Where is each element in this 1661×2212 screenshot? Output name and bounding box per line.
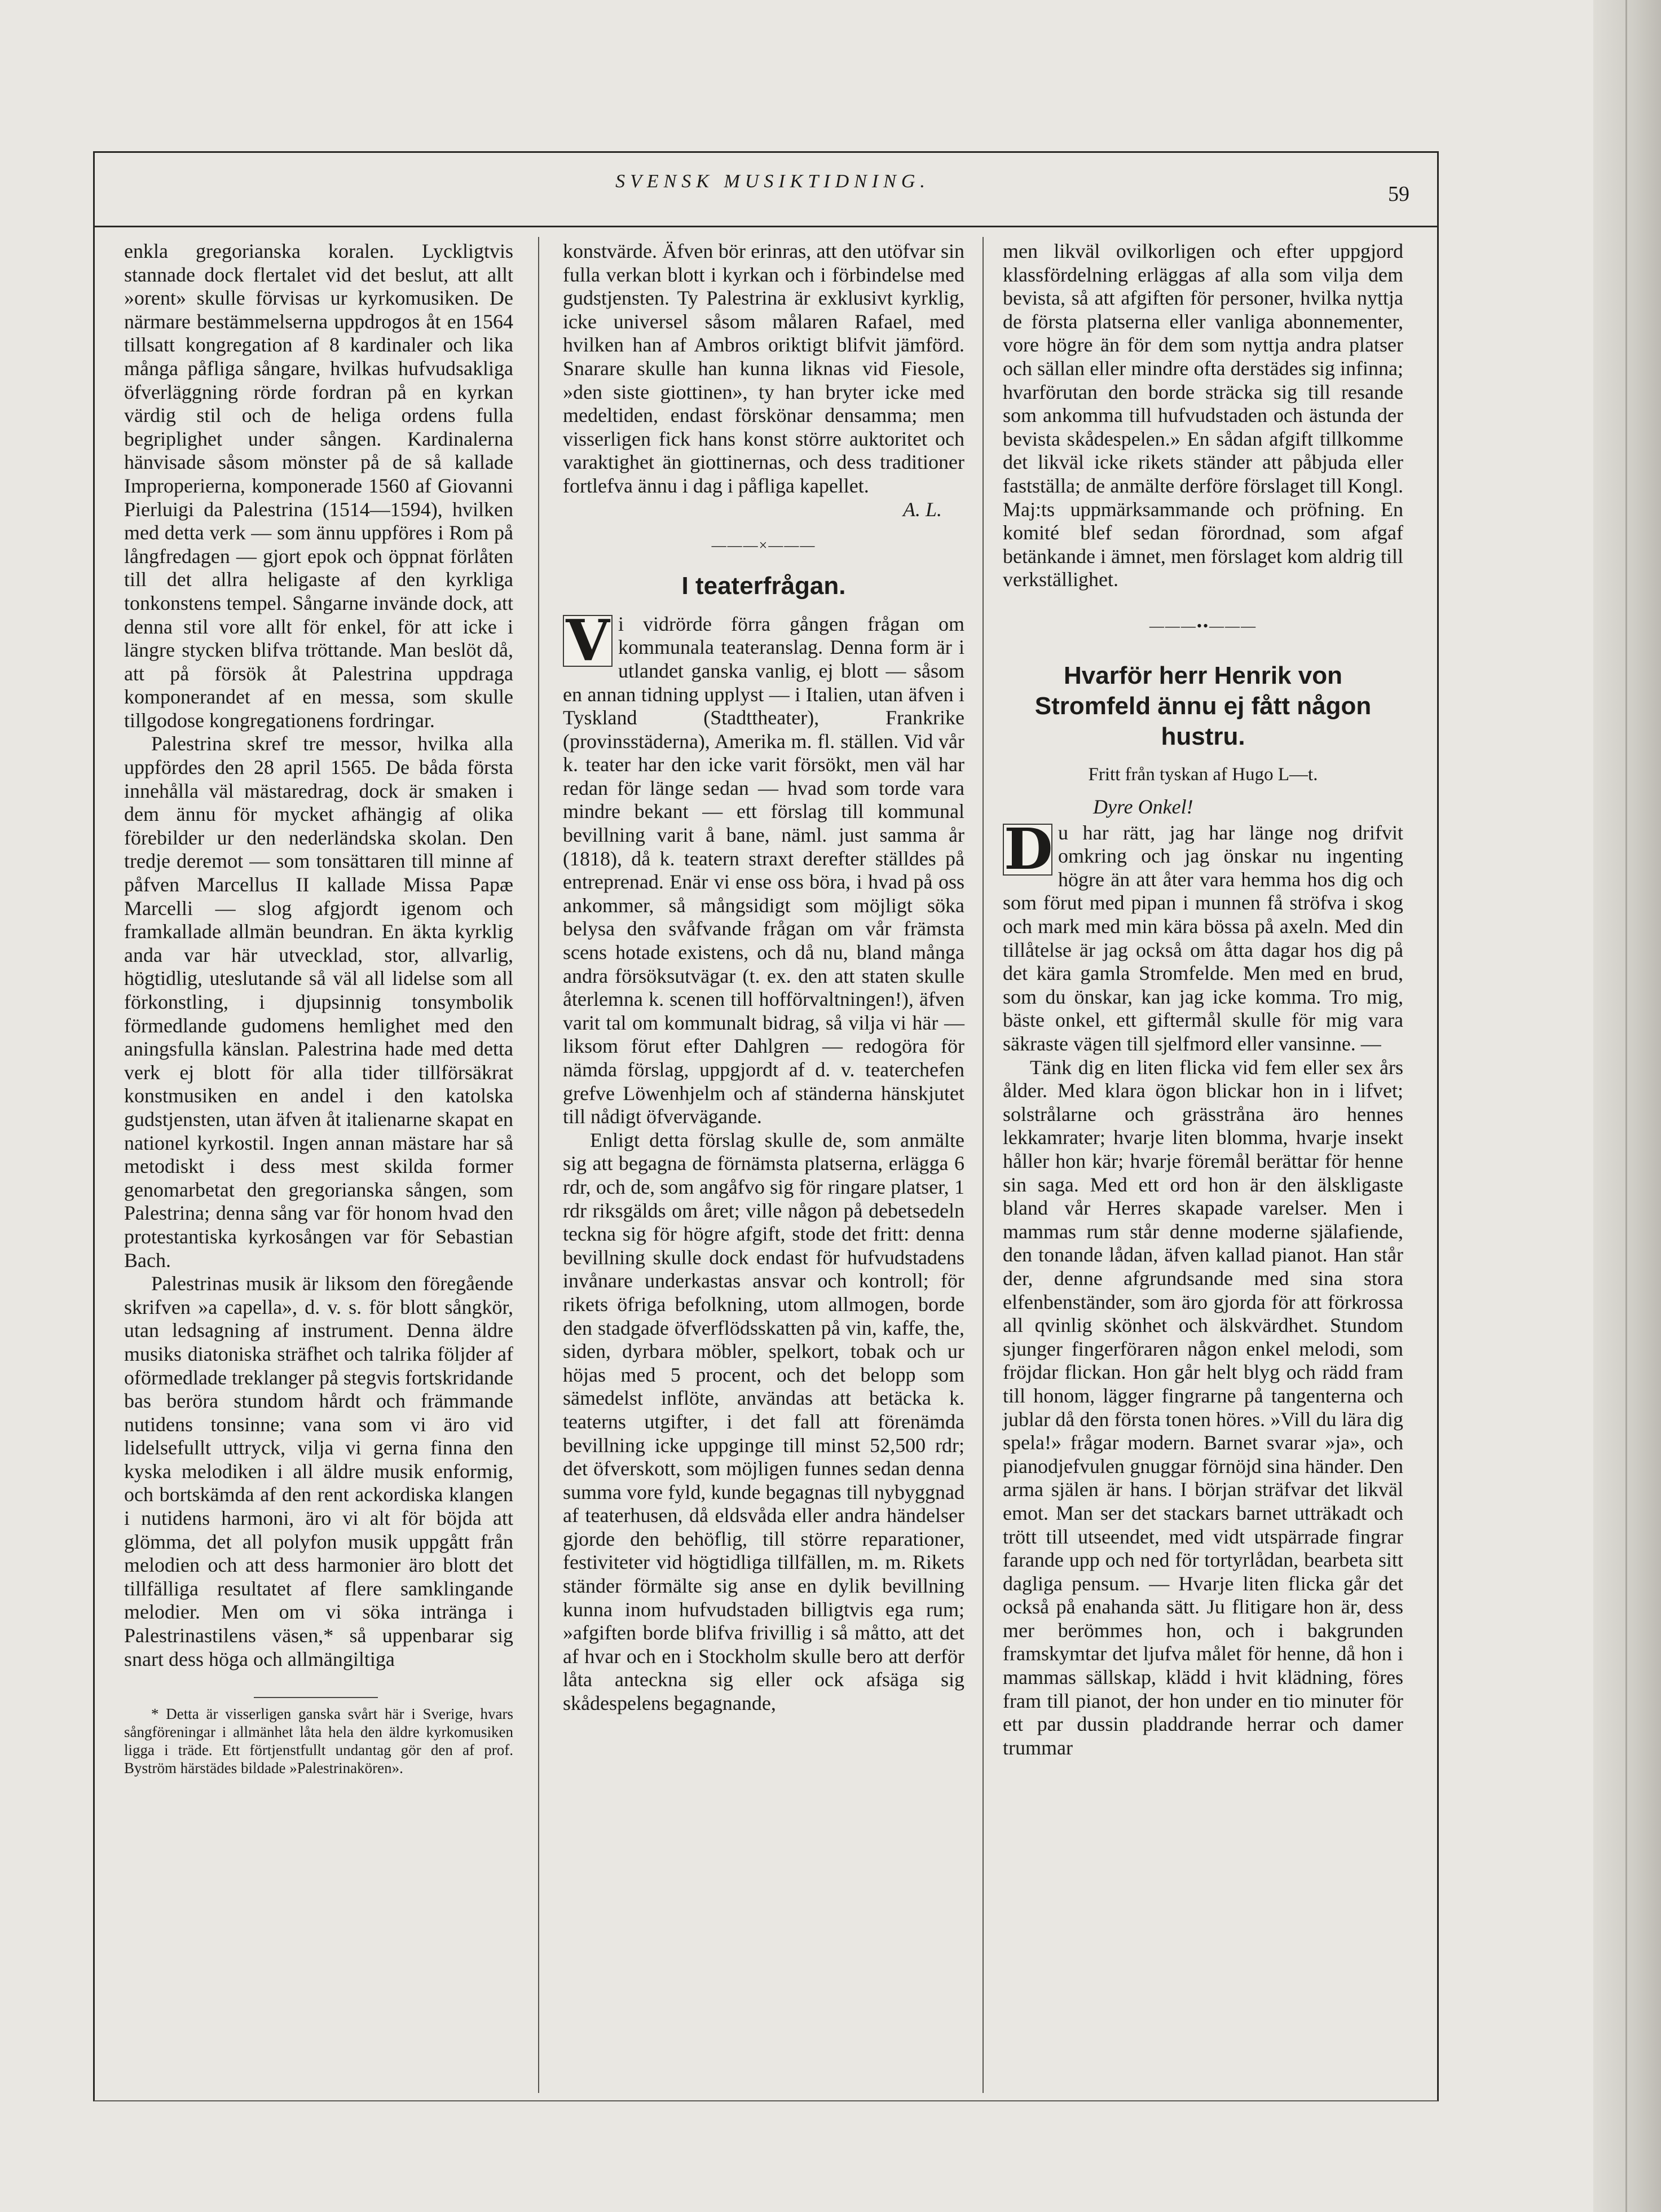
page-edge-shadow: [1593, 0, 1661, 2212]
section-heading: Hvarför herr Henrik von Stromfeld ännu ej fått någon hustru.: [1034, 661, 1372, 750]
footnote: * Detta är visserligen ganska svårt här i Sverige, hvars sångföreningar i allmänhet låta hela den äldre kyrkomusiken ligga i träde. Ett förtjenstfullt undantag gör den af prof. Byström härstädes bildade »Palestrinakören».: [124, 1705, 513, 1777]
column-rule-1: [538, 237, 539, 2093]
author-signature: A. L.: [902, 498, 942, 521]
paragraph: Enligt detta förslag skulle de, som anmälte sig att begagna de förnämsta platserna, erlägga 6 rdr, och de, som angåfvo sig för ringare platser, 1 rdr riksgälds om året; ville någon på debetsedeln teckna sig för högre afgift, stode det fritt: denna bevillning skulle dock endast för hufvudstadens invånare underkastas ansvar och kontroll; för rikets öfriga befolkning, utom allmogen, borde den stadgade öfverflödsskatten på vin, kaffe, the, siden, dyrbara möbler, spelkort, tobak och ur höjas med 5 procent, och det belopp som sämedelst inflöte, användas att betäcka k. teaterns utgifter, i det fall att förenämda bevillning icke uppginge till minst 52,500 rdr; det öfverskott, som möjligen funnes sedan denna summa vore fyld, kunde begagnas till nybyggnad af teaterhusen, då eldsvåda eller andra händelser gjorde den behöflig, till större reparationer, festiviteter vid högtidliga tillfällen, m. m. Rikets ständer förmälte sig anse en dylik bevillning kunna inom hufvudstaden billigtvis ega rum; »afgiften borde blifva frivillig i så måtto, att det af hvar och en i Stockholm skulle bero att derför låta anteckna sig eller ock afsäga sig skådespelens begagnande,: [563, 1128, 964, 1715]
drop-cap-initial: V: [563, 615, 613, 667]
page-number: 59: [1388, 182, 1409, 206]
paragraph: Tänk dig en liten flicka vid fem eller sex års ålder. Med klara ögon blickar hon in i lifvet; solstrålarne och grässtråna äro hennes lekkamrater; hvarje liten blomma, hvarje insekt håller hon kär; hvarje föremål berättar för henne sin saga. Med ett ord hon är den älskligaste bland vår Herres skapade varelser. Men i mammas rum står denne moderne själafiende, den tonande lådan, äfven kallad pianot. Han står der, denne afgrundsande med sina stora elfenbenständer, som äro gjorda för att förkrossa all qvinlig skönhet och älskvärdhet. Stundom sjunger fingerföraren någon enkel melodi, som fröjdar flickan. Hon går helt blyg och rädd fram till honom, lägger fingrarne på tangenterna och jublar då den första tonen höres. »Vill du lära dig spela!» frågar modern. Barnet svarar »ja», och pianodjefvulen gnuggar förnöjd sina händer. Den arma själen är hans. I början sträfvar det likväl emot. Man ser det stackars barnet utträkadt och trött till utseendet, med vidt utspärrade fingrar farande upp och ned för tortyrlådan, bearbeta sitt dagliga pensum. — Hvarje liten flicka går det också på enahanda sätt. Ju flitigare hon är, dess mer berömmes hon, och i bakgrunden framskymtar det ljufva målet för henne, då hon i mammas sällskap, klädd i hvit klädning, föres fram till pianot, der hon under en tio minuter för ett par dussin pladdrande herrar och damer trummar: [1003, 1056, 1403, 1759]
byline: Fritt från tyskan af Hugo L—t.: [1088, 764, 1318, 785]
paragraph: konstvärde. Äfven bör erinras, att den utöfvar sin fulla verkan blott i kyrkan och i förbindelse med gudstjensten. Ty Palestrina är exklusivt kyrklig, icke universel såsom målaren Rafael, med hvilken han af Ambros oriktigt blifvit jämförd. Snarare skulle han kunna liknas vid Fiesole, »den siste giottinen», ty han bryter icke med medeltiden, endast förskönar densamma; men visserligen fick hans konst större auktoritet och varaktighet än giottinernas, och dess traditioner fortlefva ännu i dag i påfliga kapellet.: [563, 240, 964, 497]
paragraph: Palestrinas musik är liksom den föregående skrifven »a capella», d. v. s. för blott sångkör, utan ledsagning af instrument. Denna äldre musiks diatoniska sträfhet och talrika följder af oförmedlade treklanger på stegvis fortskridande bas beröra stundom hårdt och främmande nutidens tonsinne; vana som vi äro vid lidelsefullt uttryck, vilja vi gerna finna den kyska melodiken i all äldre musik enformig, och bortskämda af den rent ackordiska klangen i nutidens harmoni, äro vi alt för böjda att glömma, det all polyfon musik uppgått från melodien och att dess harmonier äro blott det tillfälliga resultatet af flere samklingande melodier. Men om vi söka intränga i Palestrinastilens väsen,* så uppenbarar sig snart dess höga och allmängiltiga: [124, 1272, 513, 1670]
paragraph: u har rätt, jag har länge nog drifvit omkring och jag önskar nu ingenting högre än att åter vara hemma hos dig och som förut med pipan i munnen få ströfva i skog och mark med min kära bössa på axeln. Med din tillåtelse är jag också om åtta dagar hos dig på det kära gamla Stromfelde. Men med en brud, som du önskar, kan jag icke komma. Tro mig, bäste onkel, ett giftermål skulle för mig vara säkraste vägen till sjelfmord eller vansinne. —: [1003, 821, 1403, 1056]
salutation: Dyre Onkel!: [1093, 795, 1193, 819]
header-rule: [93, 226, 1437, 227]
section-divider: ———••———: [1149, 617, 1257, 634]
paragraph: enkla gregorianska koralen. Lyckligtvis stannade dock flertalet vid det beslut, att allt »orent» skulle förvisas ur kyrkomusiken. De närmare bestämmelserna uppdrogos åt en 1564 tillsatt kongregation af 8 kardinaler och lika många påfliga sångare, hvilkas hufvudsakliga öfverläggning rörde fordran på en kyrkan värdig stil och de heliga ordens fulla begriplighet under sången. Kardinalerna hänvisade såsom mönster på de så kallade Improperierna, komponerade 1560 af Giovanni Pierluigi da Palestrina (1514—1594), hvilken med detta verk — som ännu uppföres i Rom på långfredagen — gjort epok och öppnat förlåten till det allra heligaste af den kyrkliga tonkonstens tempel. Sångarne invände dock, att denna stil vore allt för enkel, för att icke i längre stycken blifva tröttande. Man beslöt då, att på försök åt Palestrina uppdraga komponerandet af en messa, som skulle tillgodose kongregationens fordringar.: [124, 240, 513, 732]
section-heading: I teaterfrågan.: [681, 571, 846, 600]
footnote-rule: [254, 1697, 378, 1698]
column-rule-2: [982, 237, 984, 2093]
page-edge-line: [1625, 0, 1627, 2212]
drop-cap-initial: D: [1004, 815, 1053, 882]
column-3: [1003, 240, 1403, 1760]
paragraph: i vidrörde förra gången frågan om kommunala teateranslag. Denna form är i utlandet ganska vanlig, ej blott — såsom en annan tidning upplyst — i Italien, utan äfven i Tyskland (Stadttheater), Frankrike (provinsstäderna), Amerika m. fl. ställen. Vid vår k. teater har den icke varit försökt, men väl har redan för länge sedan — hvad som torde vara mindre bekant — ett förslag till kommunal bevillning varit å bane, näml. just samma år (1818), då k. teatern straxt derefter ställdes på entreprenad. Enär vi ense oss böra, i hvad på oss ankommer, så mångsidigt som möjligt söka belysa den svåfvande frågan om vår främsta scens hotade existens, och då nu, bland många andra försöksutvägar (t. ex. den att staten skulle återlemna k. scenen till hofförvaltningen!), äfven varit tal om kommunalt bidrag, så vilja vi här — liksom förut efter Dahlgren — redogöra för nämda förslag, uppgjordt af d. v. teaterchefen grefve Löwenhjelm och af ständerna hänskjutet till nådigt öfvervägande.: [563, 612, 964, 1128]
paragraph: Palestrina skref tre messor, hvilka alla uppfördes den 28 april 1565. De båda första innehålla väl mästaredrag, dock är smaken i dem ännu för mycket afhängig af olika förebilder ur den nederländska skolan. Den tredje deremot — som tonsättaren till minne af påfven Marcellus II kallade Missa Papæ Marcelli — slog afgjordt igenom och framkallade allmän beundran. En äkta kyrklig anda var här utvecklad, stor, allvarlig, högtidlig, uteslutande så väl all lidelse som all förkonstling, i djupsinnig tonsymbolik förmedlande gudomens hemlighet med den aningsfulla känslan. Palestrina hade med detta verk ej blott för alla tider tillförsäkrat konstmusiken en andel i den katolska gudstjensten, utan äfven åt italienarne skapat en nationel kyrkostil. Ingen annan mästare har så metodiskt i dess mest skilda former genomarbetat den gregorianska sången, som Palestrina; denna sång var för honom hvad den protestantiska kyrkosången var för Sebastian Bach.: [124, 732, 513, 1272]
column-1: [124, 240, 513, 1777]
column-2: [563, 240, 964, 1716]
running-title: SVENSK MUSIKTIDNING.: [615, 171, 930, 192]
paragraph: men likväl ovilkorligen och efter uppgjord klassfördelning erläggas af alla som vilja dem bevista, så att afgiften för personer, hvilka nyttja de första platserna eller vanliga abonnementer, vore högre än för dem som nyttja andra platser och sällan eller mindre ofta derstädes sig infinna; hvarförutan den borde sträcka sig till resande som ankomma till hufvudstaden och ästunda der bevista skådespelen.» En sådan afgift tillkomme det likväl icke rikets ständer att påbjuda eller fastställa; de anmälte derföre förslaget till Kongl. Maj:ts uppmärksammande och pröfning. En komité blef sedan förordnad, som afgaf betänkande i ämnet, men förslaget kom aldrig till verkställighet.: [1003, 240, 1403, 591]
section-divider: ———×———: [711, 537, 816, 554]
